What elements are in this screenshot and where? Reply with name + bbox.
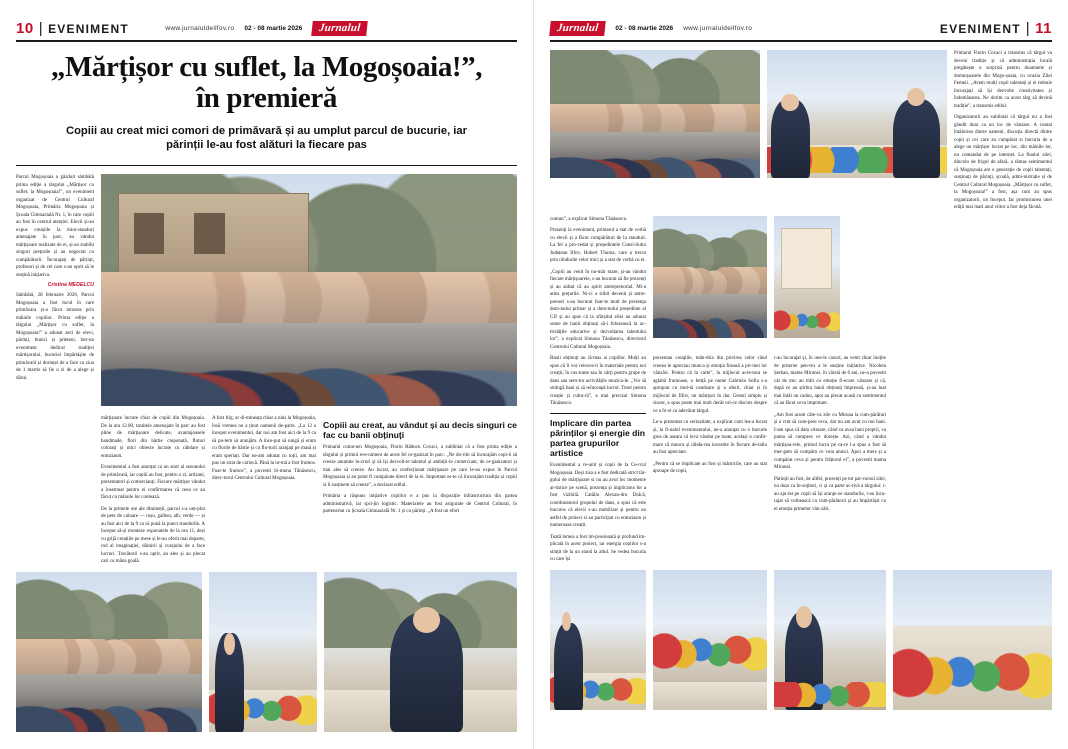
right-col1-para2: Prezenți la eveniment, primarul a stat de vorbă cu elevii și a făcut cumpărături de la standuri. La fel a pro-cedat și președintele Consi-liului Județean Ilfov, Hubert Thuma, care a trecut prin rândurile celor mici și a stat de vorbă cu ei. [550,228,646,263]
photo-crowd-at-fair [550,50,760,178]
headline-line-1: „Mărțișor cu suflet, la Mogoșoaia!”, [50,51,483,83]
photo-children-with-crafts [653,216,767,338]
right-section-label: EVENIMENT [939,21,1021,36]
right-col1-after-para2: Toată lumea a fost im-presionată și profund im-plicată în acest proiect, iar energia copiilor s-a simțit de la un stand la altul. Se vedea bucuria cu care își [550,534,646,563]
photo-visitors-buying [767,50,947,178]
left-section-label: EVENIMENT [48,21,129,36]
left-col1-para2: Sâmbătă, 28 februarie 2026, Parcul Mogoșoaia a fost locul în care primăvara și-a făcut intrarea prin mâinile copiilor. Prima ediție a târgului „Mărțișor cu suflet, la Mogoșoaia!” a adunat zeci de elevi, părinți, bunici și prieteni, într-un eveniment dedicat tradiției mărtișorului, bucuriei împărtășite de primăvară și dorinței de a face ca ziua de 1 martie să fie o zi de a alege și dărui. [16,293,94,381]
photo-children-crafts [209,572,317,732]
issue-date-right: 02 - 08 martie 2026 [615,24,674,32]
left-col2-para3: De la primele ore ale dimineții, parcul s-a um-plut de pete de culoare — roșu, galben, alb, verde — și au fost aici de la 9 ca să pună la punct standurile. A început să-și monteze exponatele de la ora 11, deși cu grijă creațiile pe mese și le-au oferit mai departe, rod al imaginației, dăruirii și curajului de a face lucruri. Trecătorii s-au oprit, au ales și au plecat cari cu mâna goală. [101,506,205,565]
article-byline: Cristina MEDELCU [47,282,94,289]
left-col2-para2: Evenimentul a fost anunțat ca un start al sezonului de primăvară, iar copiii au fost, pentru o zi, artizani, prezentatori și comercianți. Fiecare mărțișor vândut a însemnat pentru ei confirmarea că ceea ce au făcut cu mâinile lor contează. [101,465,205,501]
photo-banner-display [774,216,840,338]
photo-children-drawings [653,570,767,710]
left-masthead [16,16,517,42]
right-folio: EVENIMENT | 11 [939,19,1052,37]
left-masthead-center [16,21,517,36]
right-col4-para1: Primarul Florin Covaci a transmis că târgul va deveni tradiție și că administrația locală pregătește o surpriză pentru doamnele și domnișoarele din Mogo-șoaia, cu ocazia Zilei Femeii. „Avem mulți copii talentați și ei trebuie încurajați să își dezvolte creativitatea și îndemânarea. Ne dorim ca acest târg să devină tradiție”, a transmis edilul. [954,51,1052,109]
left-subhead-1: Copiii au creat, au vândut și au decis singuri ce fac cu banii obținuți [323,420,517,441]
photo-group-park [101,174,517,406]
photo-market-stand [550,570,646,710]
right-col1-para4: Banii obținuți au ră-mas ai copiilor. Mulți au spus că îi vor reinves-ti în materiale pentru noi creații, în cos-tume sau în cărți pentru grupe de dans sau sem-tru activitățile muzica-le. „Vor să strângă bani și să reînceapă lucrul. Totul pentru creație și cultu-ră”, a mai precizat Simona Tănăsescu. [550,356,646,406]
photo-mayor-at-stand [324,572,517,732]
right-col1-after-para1: Evenimentul a re-unit și copii de la Ce-rcul Mogoșoaia. Deși zisa a e fost dedicată strict târ-gului de mărțișoare si nu au avut loc momente ar-tistice pe scenă, prezența și implicarea lor a fost vizibilă. Catălin Alexan-dru Drăcă, coordonatorul grupului de dans, a spus că este bucuros că elevii s-au mobilizat și pentru un astfel de proiect si au participat cu entuziasm și numeroase creații. [550,463,646,529]
publication-logo-right: Jurnalul [549,21,606,36]
website-url: www.jurnaluldeilfov.ro [165,24,235,32]
left-col4-para1: Primarul comu-nei Mogoșoaia, Florin Răducu Covaci, a subliniat că a fost prima ediție a târgului și primul eve-niment de acest fel or-ganizat în parc. „Ne do-rim să încurajăm copi-ii să creeze anumite lu-cruri și să își dezvolt-te talentul și ambiții-le comerciant, de or-ganizatori și mai ales să creeze. Au lucrat, au confecționat mărțișoare pe care le-au expus în Parcul Mogoșoaia și au putut fi cumpărate direct de la ei. Important es-te că încurajăm tradiția și copiii si li susținem să creeze”, a declarat edilul. [323,445,517,488]
right-col3-para1: i-au încurajat și, în une-le cazuri, au venit chiar înoțite de priterne pen-tru a le susține inițiative. Nicoleta Șerban, mame Mirunei, în vârstă de 6 ani, ne-a povestit cât de mic au trăit cu emoție fi-ecare vânzare și că, după ce au știrbra banii obținuți împreună, și-au luat mai întâi un cadou, apoi au plecat acasă cu sentimentul că au făcut ceva important. [774,356,886,406]
photo-group-stand [16,572,202,732]
publication-logo: Jurnalul [311,21,368,36]
right-masthead-center [550,21,1052,36]
right-col3-para2: „Am fost acum câte-va zile cu Miruna la cum-părături și a vrut să cum-pere ceva, dar nu am avut cu noi bani. I-am spus că data viitoare, când va avea bani proprii, va putea să cumpere ce dorește. Azi, când a vândut mărțișoa-rele, primul lucru pe ca-re l-a spus a fost să mer-gem să cumpăm ce voia atunci. Apoi a mers și a cumpărat ceva și pentru frățiorul ei”, a povestit mama Mirunei. [774,412,886,470]
photo-paper-flowers [774,570,886,710]
left-col4-para2: Primăria a răspuns inițiative copiilor e a pus la dispoziție infrastructura din partea administrativă, iar spri-jin logistic. Materialele au fost asigurate de Centrul Cultural, în parteneriat cu Școala Gimnazială Nr. 1 și cu părinți. „A fost un efort [323,494,517,515]
headline-line-2: în premieră [196,82,337,115]
right-col2-para2: Le-a prezentat cu seriozitate, a explicat cum lea-a lucrat și, la fi-nalul evenimentului, ne-a anunțat cu o bucurie grea de aseara că leva vândut pe toate, același o confir-mare că munca și răbda-rea investite în fiecare de-taliu au fost apreciate. [653,420,767,455]
left-folio: 10 | EVENIMENT [16,19,129,37]
right-col4-para2: Organizatorii au subliniat că târgul nu a fost gândit doar ca un loc de vânzare. A contat întâlnirea dintre oameni, discuția directă dintre copii și cei care au cumpărat si bucuria de a alege un mărțișor lucrat pe loc, din mâinile lor, nu comandat de pe internet. La finalul zilei, dincolo de frigul de afară, a rămas sentimentul că Mogoșoaia are o generație de copii talentați, susținuți de părinți, școală, admi-nistrație și de Centrul Cultural Mogoșoaia. „Mărțișor cu suflet, la Mogoșoaia!” a fost, așa cum au spus organizatorii, un început. Iar promisiunea unei ediții mai mari anul viitor a fost deja făcută. [954,115,1052,210]
right-col2-para1: prezentau creațiile, mân-dria din privirea celor când creeau le apreciau munca și emoția fireasă a pri-mei lor vânzări. Pentru că la carte”, în mijlocul aces-tora se aglabă frumoase, o fetiță pe nume Gabriela Sofia s-a apropiat cu mul-tă candoare și a oferit, chiar și în mijlocul de Ilfov, un mărțișor în dar. Gestul simplu și sincer, a spus poate mai mult decât ori-ce discurs despre ce a fo-st cu adevărat târgul. [653,356,767,414]
right-col3-para3: Părinții au fost, de altfel, prezenți pe tot par-cursul zilei, nu doar ca în-soțitori, ci și ca parte ac-tivă a târgului: i-au aju-tat pe copii să își aranje-ze standurile, i-au încu-rajat să vorbească cu cum-părătorii și au împărtășit cu ei emoția primelor vân-zări. [774,476,886,512]
headline-rule [16,165,517,166]
right-subhead-1: Implicare din partea părinților și energie din partea grupurilor artistice [550,413,646,459]
right-page [534,0,1068,749]
photo-handmade-martisoare [893,570,1052,710]
left-col2-para1: mărțișoare lucrate chiar de copiii din Mogoșoaia. De la ora 12.00, tarabele amenajate în parc au fost pline de mărțișoare delicate, avantajoasele handmade, flori din hârtie creponată, fluturi colorați și mici obiecte lucrate cu răbdare și entuziasm. [101,416,205,459]
right-col1-para3: „Copiii au venit în nu-măr mare, și-au vândut fiecare mărțișoarele, s-au bucurat să fie prezenți și au arătat că au spirit antreprenorial. Mi-a atins prețurile. Ni-ci a tribit devenit și antre-prenori s-au bucurat foar-te mult de prezența dom-nului primar și a dom-nului președinte al CJI și au spus că la sfârșitul zilei au adunat sume de banii obținuți să-i folosească la ac-tivitățile educative și dezvoltarea talentului lor”, a explicat Simona Tănăsescu, directorul Centrului Cultural Mogoșoaia. [550,269,646,350]
website-url-right: www.jurnaluldeilfov.ro [683,24,753,32]
left-page-number: 10 [16,19,34,37]
article-headline [16,42,517,157]
article-deck: Copiii au creat mici comori de primăvară și au umplut parcul de bucurie, iar părinții le-au fost alături la fiecare pas [65,124,467,152]
right-col2-para3: „Pentru că se implicate au fost și mămicile, care au stat aproape de copii, [653,461,767,474]
right-page-number: 11 [1035,19,1052,37]
left-col3-para1: A fost frig, ar di-mineața chiar a nins la Mogoșoaia, însă vremea nu a ținut oamenii de-parte. „La 12 a început evenimentul, dar noi am fost aici de la 9 ca să pu-tem să aranjăm. A înce-put să ningă și eram cu florile de hârtie și cu flu-turii aranjați pe masă și eram speriați. Dar ne-am adunat cu toții, am mai pus un strat de cariocă. Până la ur-mă a fost frumos. Foar-te frumos”, a povestit Si-mona Tănăsescu, direc-torul Centrului Cultural Mogoșoaia. [212,416,316,482]
left-col1-para1: Parcul Mogoșoaia a găzduit sâmbătă prima ediție a târgului „Mărțișor cu suflet, la Mogoșoaia!”, un eveniment organizat de Centrul Cultural Mogoșoaia, Primăria Mogoșoaia și Școala Gimnazială Nr. 1, în care copiii au fost în centrul atenției. Elevii și-au expus creațiile la mini-standuri amenajate în parc, au vândut mărțișoare realizate de ei, și-au stabilit singuri prețurile și au negociat cu cumpărătorii. Încurajați de părinți, profesori și de cei care s-au oprit să le susțină inițiativa. [16,175,94,278]
right-masthead [550,16,1052,42]
right-col1-para1: comun”, a explicat Simona Tănăsescu. [550,216,628,222]
issue-date: 02 - 08 martie 2026 [244,24,303,32]
